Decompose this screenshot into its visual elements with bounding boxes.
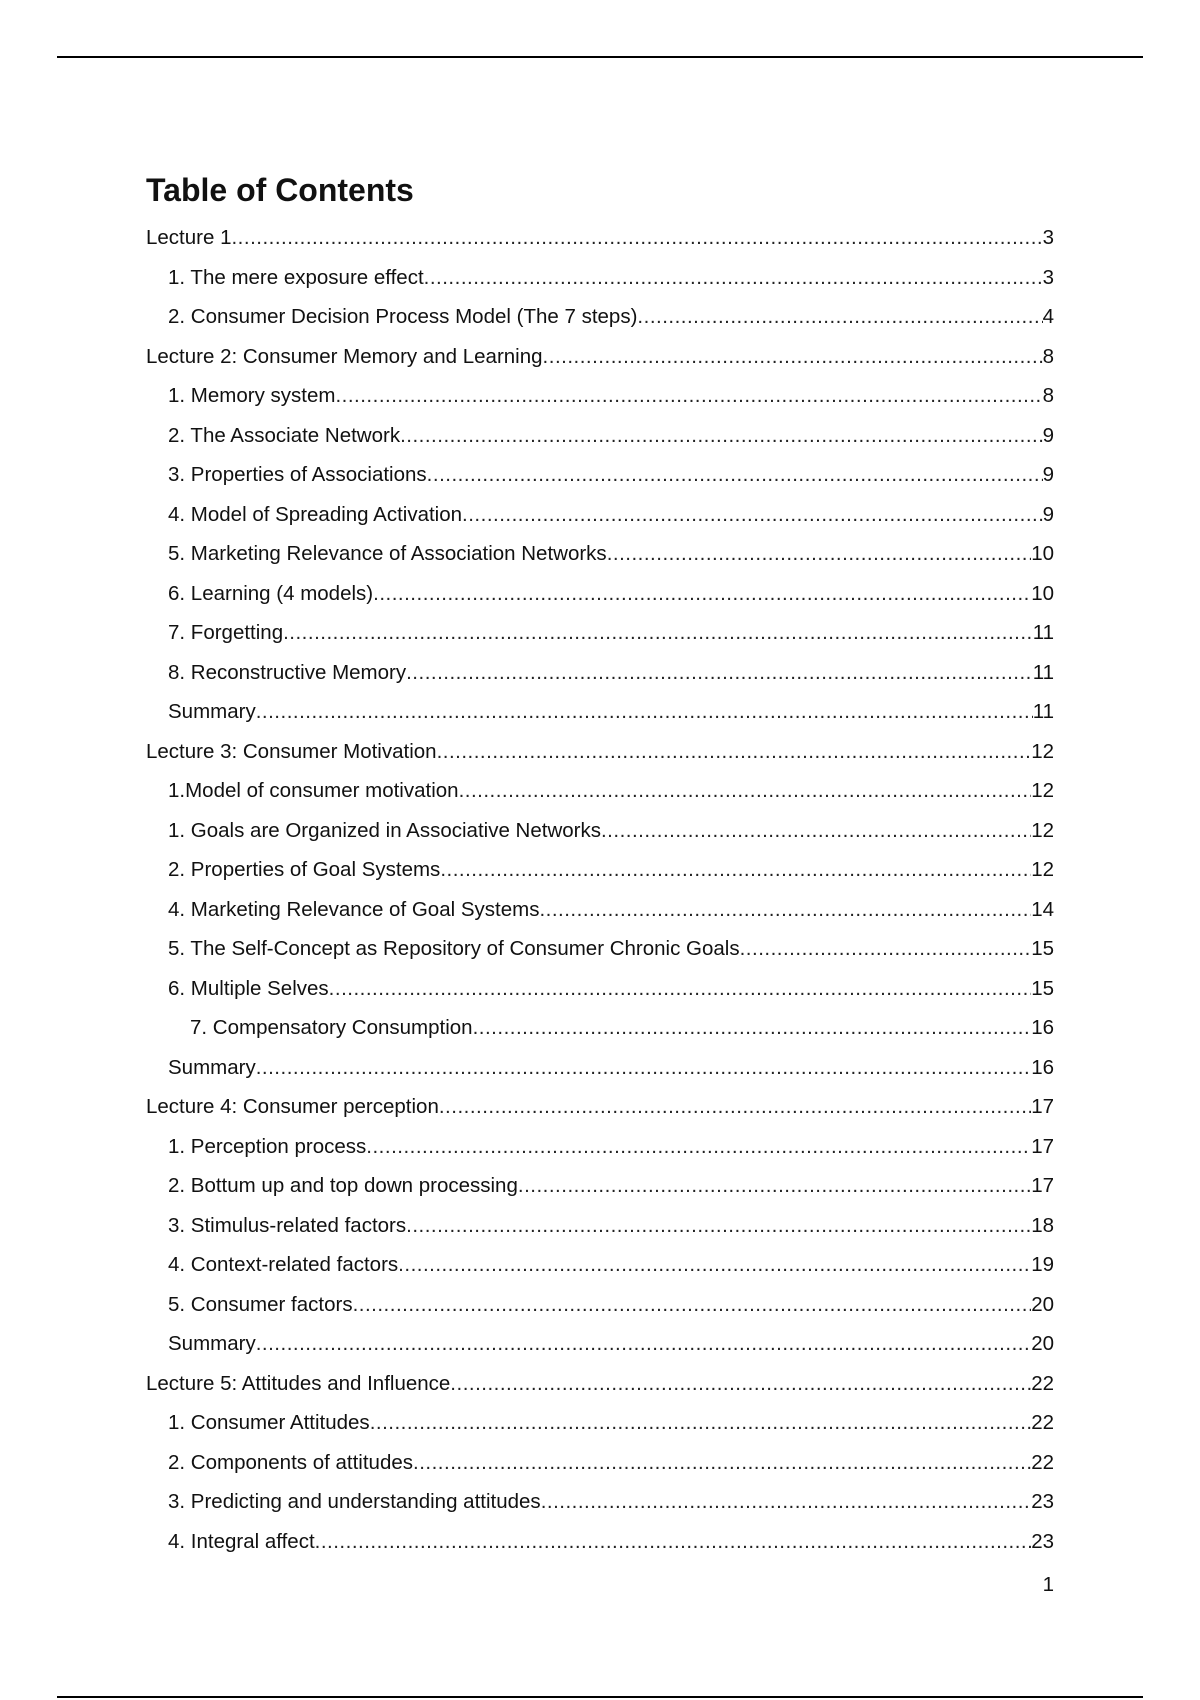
toc-entry-label: 1. Goals are Organized in Associative Networks <box>168 818 601 842</box>
dot-leader <box>373 574 1031 614</box>
toc-entry-label: 6. Multiple Selves <box>168 976 329 1000</box>
toc-entry[interactable] <box>146 337 1054 377</box>
dot-leader <box>518 1166 1031 1206</box>
header-rule <box>57 56 1143 58</box>
toc-entry[interactable] <box>146 732 1054 772</box>
toc-entry-page-number: 3 <box>1042 226 1054 249</box>
toc-entry[interactable] <box>146 890 1054 930</box>
toc-entry-page-number: 4 <box>1042 305 1054 328</box>
dot-leader <box>740 929 1032 969</box>
dot-leader <box>459 771 1032 811</box>
toc-entry-label: Lecture 3: Consumer Motivation <box>146 739 437 763</box>
dot-leader <box>450 1364 1031 1404</box>
toc-entry-label: Lecture 1 <box>146 226 232 249</box>
toc-entry-page-number: 12 <box>1031 739 1054 763</box>
toc-page <box>146 168 1054 1553</box>
toc-entry[interactable] <box>146 534 1054 574</box>
toc-entry-page-number: 12 <box>1031 818 1054 842</box>
toc-entry-page-number: 11 <box>1032 621 1054 644</box>
toc-entry-label: Summary <box>168 700 256 723</box>
dot-leader <box>424 258 1043 298</box>
dot-leader <box>256 1324 1031 1364</box>
toc-entry[interactable] <box>146 258 1054 298</box>
toc-entry-page-number: 15 <box>1031 937 1054 960</box>
toc-entry[interactable] <box>146 1127 1054 1167</box>
toc-entry-page-number: 19 <box>1031 1253 1054 1276</box>
toc-entry[interactable] <box>146 1364 1054 1404</box>
toc-entry-page-number: 16 <box>1031 1055 1054 1079</box>
toc-entry[interactable] <box>146 1206 1054 1246</box>
toc-entry-page-number: 15 <box>1031 976 1054 1000</box>
toc-entry[interactable] <box>146 1048 1054 1088</box>
toc-entry-label: 1. Perception process <box>168 1134 367 1158</box>
toc-entry-label: 5. The Self-Concept as Repository of Consumer Chronic Goals <box>168 937 740 960</box>
toc-entry-page-number: 18 <box>1031 1213 1054 1237</box>
dot-leader <box>543 337 1043 377</box>
toc-entry-page-number: 10 <box>1031 542 1054 565</box>
dot-leader <box>406 653 1033 693</box>
toc-entry-page-number: 9 <box>1042 463 1054 486</box>
dot-leader <box>440 850 1031 890</box>
toc-entry-label: 7. Forgetting <box>168 621 284 644</box>
toc-entry-label: 4. Model of Spreading Activation <box>168 502 463 526</box>
footer-rule <box>57 1696 1143 1698</box>
toc-entry-label: 2. The Associate Network <box>168 423 401 447</box>
dot-leader <box>370 1403 1032 1443</box>
toc-entry[interactable] <box>146 1324 1054 1364</box>
dot-leader <box>256 1048 1031 1088</box>
toc-entry-page-number: 16 <box>1031 1016 1054 1039</box>
toc-entry-label: 6. Learning (4 models) <box>168 581 374 605</box>
toc-entry-label: 3. Stimulus-related factors <box>168 1213 407 1237</box>
dot-leader <box>231 218 1042 258</box>
toc-entry-label: Lecture 4: Consumer perception <box>146 1095 439 1118</box>
toc-entry-page-number: 9 <box>1042 423 1054 447</box>
dot-leader <box>473 1008 1032 1048</box>
dot-leader <box>335 376 1042 416</box>
toc-entry[interactable] <box>146 1087 1054 1127</box>
toc-entry[interactable] <box>146 416 1054 456</box>
toc-entry[interactable] <box>146 1166 1054 1206</box>
toc-entry[interactable] <box>146 692 1054 732</box>
dot-leader <box>437 732 1032 772</box>
toc-entry-page-number: 23 <box>1031 1490 1054 1513</box>
toc-entry-page-number: 22 <box>1031 1411 1054 1434</box>
toc-entry[interactable] <box>146 850 1054 890</box>
toc-entry[interactable] <box>146 1482 1054 1522</box>
toc-entry[interactable] <box>146 1245 1054 1285</box>
dot-leader <box>315 1522 1032 1562</box>
toc-entry-label: 2. Bottum up and top down processing <box>168 1174 518 1197</box>
dot-leader <box>439 1087 1031 1127</box>
toc-entry-label: 2. Consumer Decision Process Model (The 7 steps) <box>168 305 638 328</box>
dot-leader <box>398 1245 1031 1285</box>
toc-entry-label: Lecture 5: Attitudes and Influence <box>146 1371 451 1395</box>
toc-entry-label: Summary <box>168 1055 256 1079</box>
toc-entry-label: 1. The mere exposure effect <box>168 265 424 289</box>
dot-leader <box>353 1285 1032 1325</box>
toc-entry[interactable] <box>146 1522 1054 1562</box>
dot-leader <box>601 811 1031 851</box>
dot-leader <box>607 534 1032 574</box>
toc-entry-page-number: 22 <box>1031 1371 1054 1395</box>
toc-entry[interactable] <box>146 1285 1054 1325</box>
toc-entry-page-number: 3 <box>1042 265 1054 289</box>
toc-entry-page-number: 8 <box>1042 344 1054 368</box>
toc-entry-page-number: 10 <box>1031 581 1054 605</box>
toc-entry-label: Lecture 2: Consumer Memory and Learning <box>146 344 543 368</box>
toc-entry[interactable] <box>146 297 1054 337</box>
toc-entry-page-number: 14 <box>1031 897 1054 921</box>
toc-entry-label: 2. Properties of Goal Systems <box>168 858 441 881</box>
toc-entry-label: 3. Properties of Associations <box>168 463 427 486</box>
toc-entry[interactable] <box>146 929 1054 969</box>
toc-entry[interactable] <box>146 218 1054 258</box>
toc-entry[interactable] <box>146 653 1054 693</box>
toc-entry-label: 1. Memory system <box>168 384 336 407</box>
toc-entry-label: 1.Model of consumer motivation <box>168 779 459 802</box>
toc-entry-label: 4. Context-related factors <box>168 1253 399 1276</box>
dot-leader <box>256 692 1033 732</box>
toc-entry-label: 4. Integral affect <box>168 1529 315 1553</box>
toc-entry-page-number: 17 <box>1031 1095 1054 1118</box>
toc-entry-page-number: 11 <box>1032 700 1054 723</box>
toc-entry-page-number: 17 <box>1031 1134 1054 1158</box>
toc-entry[interactable] <box>146 811 1054 851</box>
toc-entry[interactable] <box>146 771 1054 811</box>
dot-leader <box>539 890 1031 930</box>
toc-entry-label: 8. Reconstructive Memory <box>168 660 407 684</box>
toc-entry-page-number: 11 <box>1032 660 1054 684</box>
dot-leader <box>541 1482 1032 1522</box>
dot-leader <box>462 495 1043 535</box>
toc-entry[interactable] <box>146 376 1054 416</box>
toc-entry-page-number: 17 <box>1031 1174 1054 1197</box>
dot-leader <box>427 455 1043 495</box>
toc-entry-page-number: 12 <box>1031 858 1054 881</box>
toc-entry[interactable] <box>146 1443 1054 1483</box>
toc-entry-label: 4. Marketing Relevance of Goal Systems <box>168 897 540 921</box>
toc-entry[interactable] <box>146 1403 1054 1443</box>
toc-entry[interactable] <box>146 969 1054 1009</box>
toc-entry[interactable] <box>146 455 1054 495</box>
toc-entry-page-number: 20 <box>1031 1332 1054 1355</box>
toc-entry-label: 5. Marketing Relevance of Association Networks <box>168 542 607 565</box>
toc-entry-label: 5. Consumer factors <box>168 1292 353 1316</box>
toc-entry[interactable] <box>146 1008 1054 1048</box>
toc-entry-page-number: 20 <box>1031 1292 1054 1316</box>
toc-entry-label: 3. Predicting and understanding attitudes <box>168 1490 541 1513</box>
toc-entry-page-number: 8 <box>1042 384 1054 407</box>
dot-leader <box>329 969 1032 1009</box>
page-number: 1 <box>1042 1573 1054 1596</box>
toc-title: Table of Contents <box>146 172 414 208</box>
toc-entry-label: 7. Compensatory Consumption <box>190 1016 473 1039</box>
toc-entry-page-number: 9 <box>1042 502 1054 526</box>
toc-entry[interactable] <box>146 495 1054 535</box>
dot-leader <box>406 1206 1031 1246</box>
toc-entry[interactable] <box>146 613 1054 653</box>
dot-leader <box>400 416 1043 456</box>
dot-leader <box>637 297 1042 337</box>
dot-leader <box>283 613 1033 653</box>
toc-entry[interactable] <box>146 574 1054 614</box>
toc-entry-label: 1. Consumer Attitudes <box>168 1411 370 1434</box>
toc-list <box>146 218 1054 1561</box>
toc-entry-page-number: 22 <box>1031 1450 1054 1474</box>
toc-entry-label: Summary <box>168 1332 256 1355</box>
dot-leader <box>413 1443 1031 1483</box>
toc-entry-page-number: 23 <box>1031 1529 1054 1553</box>
toc-entry-page-number: 12 <box>1031 779 1054 802</box>
dot-leader <box>366 1127 1031 1167</box>
toc-entry-label: 2. Components of attitudes <box>168 1450 414 1474</box>
